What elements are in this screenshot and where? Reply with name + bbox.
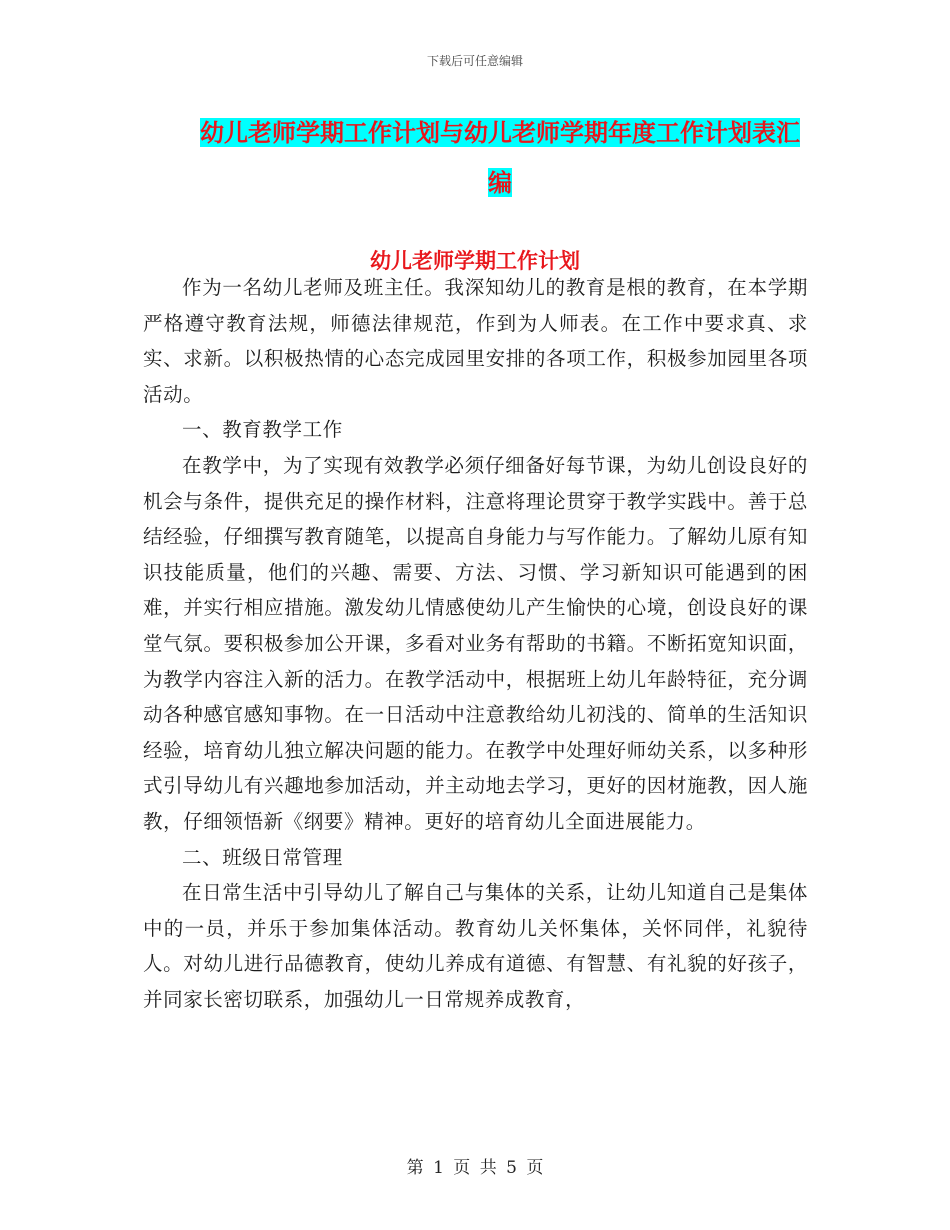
document-title-text: 幼儿老师学期工作计划与幼儿老师学期年度工作计划表汇编 (200, 118, 800, 197)
document-title (190, 108, 810, 208)
page-footer: 第 1 页 共 5 页 (406, 1158, 544, 1178)
document-body (143, 270, 808, 1017)
heading-class-management: 二、班级日常管理 (182, 845, 343, 869)
paragraph-intro: 作为一名幼儿老师及班主任。我深知幼儿的教育是根的教育，在本学期严格遵守教育法规，师德法律规范，作到为人师表。在工作中要求真、求实、求新。以积极热情的心态完成园里安排的各项工作，积极参加园里各项活动。 (143, 276, 808, 406)
section-title: 幼儿老师学期工作计划 (370, 248, 580, 273)
header-note: 下载后可任意编辑 (426, 54, 523, 68)
heading-teaching-work: 一、教育教学工作 (182, 418, 343, 442)
paragraph-teaching-work: 在教学中，为了实现有效教学必须仔细备好每节课，为幼儿创设良好的机会与条件，提供充足的操作材料，注意将理论贯穿于教学实践中。善于总结经验，仔细撰写教育随笔，以提高自身能力与写作能力。了解幼儿原有知识技能质量，他们的兴趣、需要、方法、习惯、学习新知识可能遇到的困难，并实行相应措施。激发幼儿情感使幼儿产生愉快的心境，创设良好的课堂气氛。要积极参加公开课，多看对业务有帮助的书籍。不断拓宽知识面，为教学内容注入新的活力。在教学活动中，根据班上幼儿年龄特征，充分调动各种感官感知事物。在一日活动中注意教给幼儿初浅的、简单的生活知识经验，培育幼儿独立解决问题的能力。在教学中处理好师幼关系，以多种形式引导幼儿有兴趣地参加活动，并主动地去学习，更好的因材施教，因人施教，仔细领悟新《纲要》精神。更好的培育幼儿全面进展能力。 (143, 453, 808, 833)
paragraph-class-management: 在日常生活中引导幼儿了解自己与集体的关系，让幼儿知道自己是集体中的一员，并乐于参加集体活动。教育幼儿关怀集体，关怀同伴，礼貌待人。对幼儿进行品德教育，使幼儿养成有道德、有智慧、有礼貌的好孩子，并同家长密切联系，加强幼儿一日常规养成教育， (143, 881, 808, 1011)
